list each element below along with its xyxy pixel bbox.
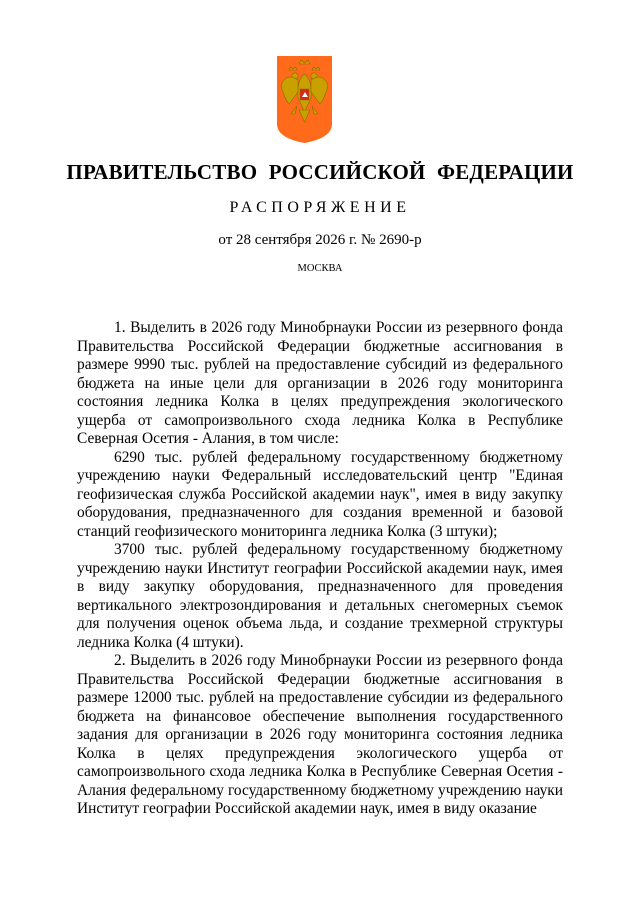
coat-of-arms-emblem [277,56,332,143]
document-date-number: от 28 сентября 2026 г. № 2690-р [218,232,422,248]
government-title: ПРАВИТЕЛЬСТВО РОССИЙСКОЙ ФЕДЕРАЦИИ [66,160,574,184]
document-body [77,319,563,819]
paragraph-2: 2. Выделить в 2026 году Минобрнауки России из резервного фонда Правительства Российской Федерации бюджетные ассигнования в размере 12000 тыс. рублей на предоставление субсидии из федерального бюджета на финансовое обеспечение выполнения государственного задания для организации в 2026 году мониторинга состояния ледника Колка в целях предупреждения экологического ущерба от самопроизвольного схода ледника Колка в Республике Северная Осетия - Алания федеральному государственному бюджетному учреждению науки Институт географии Российской академии наук, имея в виду оказание [77,652,563,817]
document-type: РАСПОРЯЖЕНИЕ [229,199,411,216]
document-city: МОСКВА [297,263,343,274]
paragraph-1: 1. Выделить в 2026 году Минобрнауки России из резервного фонда Правительства Российской Федерации бюджетные ассигнования в размере 9990 тыс. рублей на предоставление субсидий из федерального бюджета на иные цели для организации в 2026 году мониторинга состояния ледника Колка в целях предупреждения экологического ущерба от самопроизвольного схода ледника Колка в Республике Северная Осетия - Алания, в том числе: [77,319,563,447]
paragraph-1-item-2: 3700 тыс. рублей федеральному государственному бюджетному учреждению науки Институт географии Российской академии наук, имея в виду закупку оборудования, предназначенного для проведения вертикального электрозондирования и детальных снегомерных съемок для получения оценок объема льда, и создание трехмерной структуры ледника Колка (4 штуки). [77,541,563,651]
paragraph-1-item-1: 6290 тыс. рублей федеральному государственному бюджетному учреждению науки Федеральный исследовательский центр "Единая геофизическая служба Российской академии наук", имея в виду закупку оборудования, предназначенного для создания временной и базовой станций геофизического мониторинга ледника Колка (3 штуки); [77,448,563,540]
